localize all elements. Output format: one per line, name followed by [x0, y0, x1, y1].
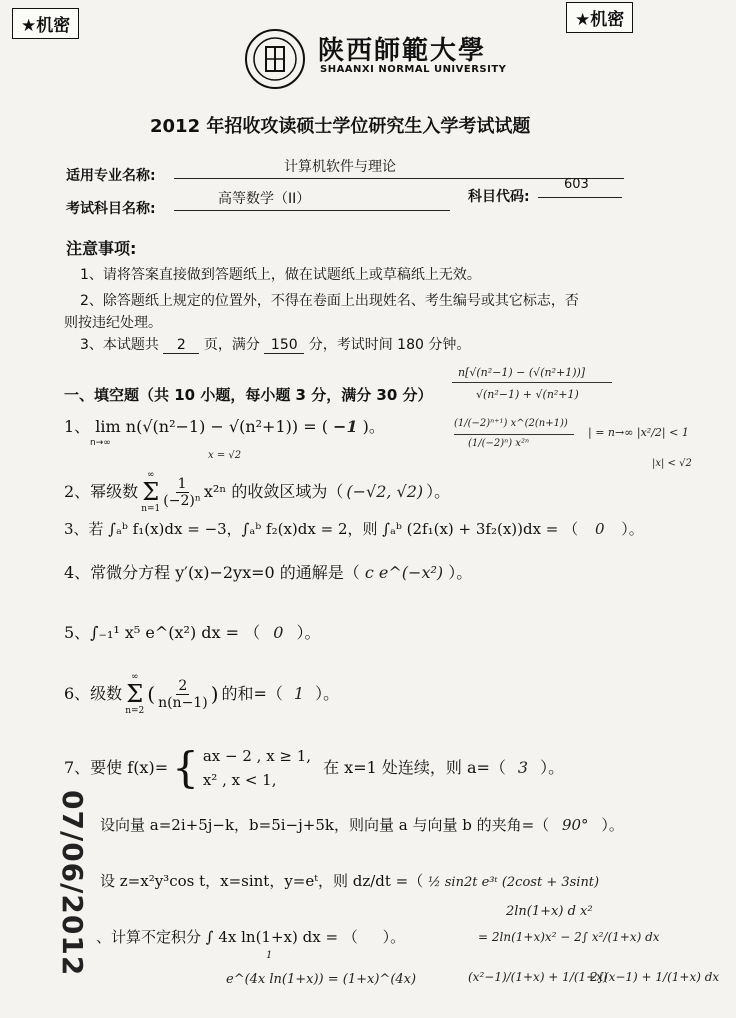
q8-text: 设向量 a=2i+5j−k，b=5i−j+5k，则向量 a 与向量 b 的夹角=（ [100, 816, 550, 834]
q8-answer: 90° [561, 816, 589, 834]
notice-item-2-cont: 则按违纪处理。 [64, 315, 162, 331]
question-3 [64, 518, 644, 540]
q6-frac-den: n(n−1) [158, 694, 208, 711]
q5-text: 5、∫₋₁¹ x⁵ e^(x²) dx = （ [64, 623, 261, 642]
note-6: = 2ln(1+x)x² − 2∫ x²/(1+x) dx [478, 930, 660, 944]
q2-answer: (−√2, √2) [346, 482, 424, 501]
question-2 [64, 470, 450, 514]
q2-sum-top: ∞ [146, 470, 155, 480]
q7-case-2: x² , x < 1, [202, 771, 277, 789]
q7-case-1: ax − 2 , x ≥ 1, [202, 747, 312, 765]
q2-fraction [163, 476, 201, 509]
major-value: 计算机软件与理论 [284, 159, 396, 175]
note-5: 2ln(1+x) d x² [506, 904, 593, 919]
question-8 [100, 814, 624, 836]
note-8: 2∫(x−1) + 1/(1+x) dx [590, 970, 720, 984]
question-9 [100, 870, 599, 894]
q6-frac-num: 2 [178, 677, 188, 694]
full-score: 150 [264, 337, 304, 354]
major-field [174, 160, 624, 179]
q8-suffix: ）。 [601, 816, 624, 834]
q10-suffix: ）。 [382, 928, 406, 946]
page-count: 2 [163, 337, 199, 354]
note-3a: (1/(−2)ⁿ⁺¹) x^(2(n+1)) [454, 418, 568, 429]
q2-sum-bottom: n=1 [141, 504, 161, 514]
q4-answer: c e^(−x²) [364, 563, 444, 582]
confidential-badge-right: ★机密 [566, 2, 633, 33]
notice-item-2: 2、除答题纸上规定的位置外，不得在卷面上出现姓名、考生编号或其它标志，否 [80, 293, 579, 309]
question-1 [64, 416, 385, 438]
q2-prefix: 2、幂级数 [64, 482, 139, 501]
code-value: 603 [564, 177, 589, 192]
code-label: 科目代码: [468, 189, 530, 205]
q7-prefix: 7、要使 f(x)= [64, 758, 169, 777]
q4-text: 4、常微分方程 y′(x)−2yx=0 的通解是（ [64, 563, 360, 582]
note-3b: (1/(−2)ⁿ) x²ⁿ [468, 438, 530, 449]
page-title: 2012 年招收攻读硕士学位研究生入学考试试题 [150, 116, 531, 137]
q1-prefix: 1、 [64, 417, 91, 436]
q9-text: 设 z=x²y³cos t，x=sint，y=eᵗ，则 dz/dt =（ [100, 872, 424, 890]
q3-text: 3、若 ∫ₐᵇ f₁(x)dx = −3，∫ₐᵇ f₂(x)dx = 2，则 ∫ₐᵇ (2f₁(x) + 3f₂(x))dx = （ [64, 520, 579, 538]
q7-cases [203, 744, 311, 792]
university-seal-icon [244, 28, 306, 90]
university-name-en: SHAANXI NORMAL UNIVERSITY [320, 64, 507, 75]
q6-fraction [158, 678, 208, 711]
q1-expression: lim n(√(n²−1) − √(n²+1)) = ( [95, 417, 328, 436]
q5-answer: 0 [273, 623, 284, 642]
q7-tail: 在 x=1 处连续，则 a=（ [323, 758, 506, 777]
q2-frac-num: 1 [177, 475, 187, 492]
q6-sum-bottom: n=2 [125, 706, 145, 716]
q10-text: 、计算不定积分 ∫ 4x ln(1+x) dx = （ [96, 928, 358, 946]
note-3c: | = n→∞ |x²/2| < 1 [588, 426, 689, 439]
code-field [538, 177, 622, 198]
question-5 [64, 622, 321, 644]
notice-item-3-c: 分，考试时间 180 分钟。 [308, 337, 471, 353]
notice-item-3 [80, 334, 470, 354]
note-2: √(n²−1) + √(n²+1) [476, 388, 579, 401]
major-label: 适用专业名称: [66, 168, 156, 184]
q6-tail: 的和=（ [221, 684, 283, 703]
q4-suffix: ）。 [448, 563, 473, 582]
q6-answer: 1 [293, 684, 305, 703]
q2-summation: ∞ Σ n=1 [141, 470, 161, 514]
question-7: 7、要使 f(x)= { ax − 2 , x ≥ 1, x² , x < 1, 在 x=1 处连续，则 a=（ 3 ）。 [64, 743, 565, 792]
q5-suffix: ）。 [296, 623, 321, 642]
notice-item-3-b: 页，满分 [203, 337, 260, 353]
section-heading: 一、填空题（共 10 小题，每小题 3 分，满分 30 分） [64, 386, 433, 404]
q2-tail: x²ⁿ 的收敛区域为（ [203, 482, 344, 501]
note-3-fraction-bar [454, 434, 574, 435]
q7-suffix: ）。 [540, 758, 565, 777]
note-4: x = √2 [208, 450, 242, 461]
q1-suffix: )。 [362, 417, 385, 436]
question-6: 6、级数 ∞ Σ n=2 ( $\frac{2}{n(n-1)}$ ) 的和=（ 1 ）。 [64, 672, 340, 716]
note-1-fraction-bar [452, 382, 612, 383]
note-1: n[√(n²−1) − (√(n²+1))] [458, 366, 586, 379]
q1-answer: −1 [333, 417, 358, 436]
question-10 [96, 926, 405, 948]
subject-value: 高等数学（II） [218, 191, 311, 207]
notice-item-1: 1、请将答案直接做到答题纸上，做在试题纸上或草稿纸上无效。 [80, 267, 481, 283]
q6-suffix: ）。 [315, 684, 340, 703]
notice-heading: 注意事项: [66, 239, 137, 258]
q6-sum-top: ∞ [130, 672, 139, 682]
note-3d: |x| < √2 [652, 458, 692, 469]
q3-suffix: ）。 [621, 520, 644, 538]
q2-frac-den: (−2)ⁿ [163, 492, 201, 509]
subject-label: 考试科目名称: [66, 201, 156, 217]
note-7: (x²−1)/(1+x) + 1/(1+x) [468, 970, 608, 984]
q3-answer: 0 [594, 520, 605, 538]
q9-answer: ½ sin2t e³ᵗ (2cost + 3sint) [428, 875, 600, 890]
q6-prefix: 6、级数 [64, 684, 123, 703]
question-4 [64, 562, 472, 584]
confidential-badge-left: ★机密 [12, 8, 79, 39]
note-9: e^(4x ln(1+x)) = (1+x)^(4x) [226, 972, 417, 987]
q1-limit-subscript: n→∞ [90, 438, 111, 448]
notice-item-3-a: 3、本试题共 [80, 337, 159, 353]
q7-answer: 3 [517, 758, 529, 777]
q2-suffix: ）。 [426, 482, 451, 501]
q6-summation: ∞ Σ n=2 [125, 672, 145, 716]
date-stamp: 07/06/2012 [56, 790, 89, 977]
note-10: 1 [266, 950, 273, 961]
university-name-cn: 陕西師範大學 [318, 36, 487, 66]
subject-field [174, 191, 450, 211]
